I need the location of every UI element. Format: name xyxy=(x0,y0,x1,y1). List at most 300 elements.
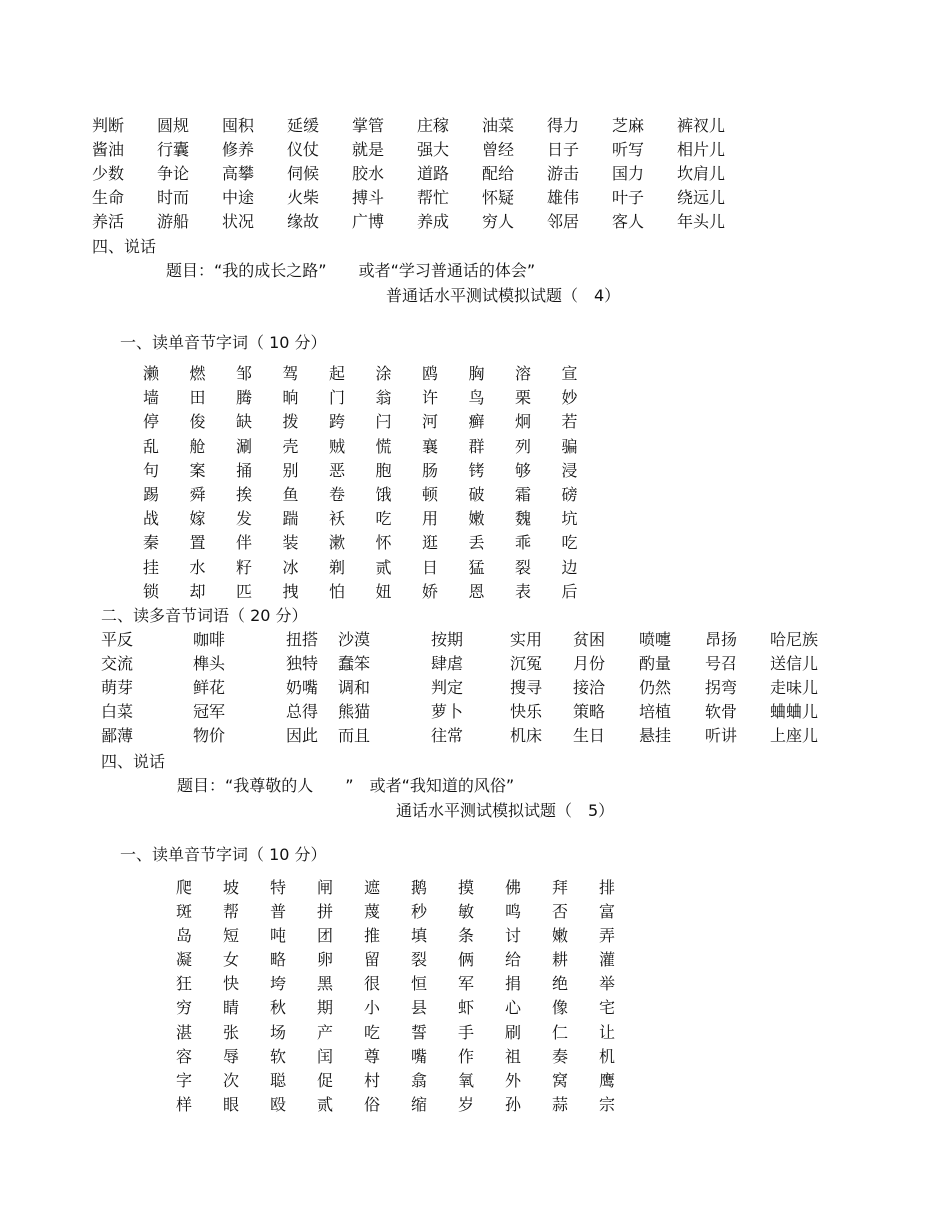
char-cell: 外 xyxy=(505,1070,522,1090)
char-row xyxy=(143,362,608,386)
word-cell: 庄稼 xyxy=(417,116,450,135)
char-cell: 岁 xyxy=(458,1094,475,1114)
word-cell: 快乐 xyxy=(510,702,543,721)
word-cell: 肆虐 xyxy=(431,654,464,673)
char-cell: 拜 xyxy=(552,878,569,897)
char-cell: 怕 xyxy=(329,581,346,601)
char-cell: 水 xyxy=(189,557,206,577)
char-cell: 像 xyxy=(552,998,569,1018)
char-cell: 袄 xyxy=(329,509,346,529)
char-cell: 县 xyxy=(411,998,428,1018)
word-cell: 沉冤 xyxy=(510,654,543,673)
char-cell: 秦 xyxy=(143,533,160,553)
char-cell: 黑 xyxy=(317,974,334,994)
char-cell: 门 xyxy=(329,388,346,408)
word-cell: 火柴 xyxy=(287,188,320,207)
word-row xyxy=(92,162,742,186)
char-cell: 妞 xyxy=(375,581,392,601)
char-cell: 句 xyxy=(143,460,160,480)
char-cell: 鸥 xyxy=(422,364,439,383)
char-cell: 贰 xyxy=(317,1094,334,1114)
char-cell: 鸟 xyxy=(468,388,485,408)
char-cell: 略 xyxy=(270,950,287,970)
word-cell: 实用 xyxy=(510,630,543,649)
char-cell: 帮 xyxy=(223,902,240,922)
word-grid-top xyxy=(92,114,742,234)
word-cell: 叶子 xyxy=(612,188,645,207)
char-cell: 缩 xyxy=(411,1094,428,1114)
char-cell: 恩 xyxy=(468,581,485,601)
word-cell: 往常 xyxy=(431,726,464,745)
char-row xyxy=(176,900,646,924)
char-cell: 秋 xyxy=(270,998,287,1018)
char-cell: 怀 xyxy=(375,533,392,553)
char-cell: 挨 xyxy=(236,484,253,504)
char-cell: 奏 xyxy=(552,1046,569,1066)
char-cell: 嫩 xyxy=(552,926,569,946)
word-cell: 生命 xyxy=(92,188,125,207)
word-cell: 蠢笨 xyxy=(338,654,371,673)
char-cell: 吃 xyxy=(364,1022,381,1042)
test-title: 通话水平测试模拟试题（ 5） xyxy=(396,801,615,820)
char-cell: 恒 xyxy=(411,974,428,994)
word-cell: 道路 xyxy=(417,164,450,183)
word-cell: 相片儿 xyxy=(677,140,726,159)
char-cell: 恶 xyxy=(329,460,346,480)
char-cell: 涮 xyxy=(236,436,253,456)
word-cell: 白菜 xyxy=(101,702,134,721)
char-cell: 翕 xyxy=(411,1070,428,1090)
word-row xyxy=(92,210,742,234)
char-cell: 籽 xyxy=(236,557,253,577)
word-cell: 广博 xyxy=(352,212,385,231)
word-cell: 邻居 xyxy=(547,212,580,231)
section-heading-speaking: 四、说话 xyxy=(92,237,157,256)
single-syllable-grid xyxy=(143,362,608,604)
char-cell: 鱼 xyxy=(282,484,299,504)
word-cell: 软骨 xyxy=(705,702,738,721)
char-cell: 够 xyxy=(515,460,532,480)
char-cell: 墙 xyxy=(143,388,160,408)
char-cell: 爬 xyxy=(176,878,193,897)
char-cell: 娇 xyxy=(422,581,439,601)
char-cell: 魏 xyxy=(515,509,532,529)
word-cell: 绕远儿 xyxy=(677,188,726,207)
char-cell: 辱 xyxy=(223,1046,240,1066)
char-cell: 卷 xyxy=(329,484,346,504)
word-cell: 贫困 xyxy=(573,630,606,649)
char-cell: 冰 xyxy=(282,557,299,577)
char-cell: 饿 xyxy=(375,484,392,504)
char-row xyxy=(143,531,608,555)
word-cell: 年头儿 xyxy=(677,212,726,231)
char-cell: 排 xyxy=(599,878,616,897)
word-row xyxy=(101,652,835,676)
char-cell: 起 xyxy=(329,364,346,383)
section-heading-speaking: 四、说话 xyxy=(101,752,166,771)
word-cell: 生日 xyxy=(573,726,606,745)
word-cell: 搜寻 xyxy=(510,678,543,697)
char-cell: 后 xyxy=(561,581,578,601)
char-cell: 燃 xyxy=(189,364,206,383)
char-cell: 翁 xyxy=(375,388,392,408)
word-cell: 少数 xyxy=(92,164,125,183)
char-cell: 铐 xyxy=(468,460,485,480)
char-cell: 次 xyxy=(223,1070,240,1090)
char-row xyxy=(143,580,608,604)
char-cell: 舱 xyxy=(189,436,206,456)
char-cell: 快 xyxy=(223,974,240,994)
word-cell: 帮忙 xyxy=(417,188,450,207)
char-cell: 作 xyxy=(458,1046,475,1066)
char-cell: 祖 xyxy=(505,1046,522,1066)
char-cell: 田 xyxy=(189,388,206,408)
char-cell: 剃 xyxy=(329,557,346,577)
char-cell: 胸 xyxy=(468,364,485,383)
word-cell: 因此 xyxy=(286,726,319,745)
char-cell: 跨 xyxy=(329,412,346,432)
word-cell: 上座儿 xyxy=(770,726,819,745)
char-cell: 闸 xyxy=(317,878,334,897)
char-cell: 裂 xyxy=(515,557,532,577)
char-cell: 挂 xyxy=(143,557,160,577)
char-cell: 坡 xyxy=(223,878,240,897)
word-cell: 喷嚏 xyxy=(639,630,672,649)
word-cell: 油菜 xyxy=(482,116,515,135)
word-cell: 判断 xyxy=(92,116,125,135)
char-row xyxy=(176,924,646,948)
char-cell: 拽 xyxy=(282,581,299,601)
char-cell: 坑 xyxy=(561,509,578,529)
word-cell: 策略 xyxy=(573,702,606,721)
char-cell: 乱 xyxy=(143,436,160,456)
char-cell: 弄 xyxy=(599,926,616,946)
char-row xyxy=(176,876,646,900)
word-cell: 酱油 xyxy=(92,140,125,159)
word-cell: 鲜花 xyxy=(193,678,226,697)
char-cell: 嘴 xyxy=(411,1046,428,1066)
char-cell: 日 xyxy=(422,557,439,577)
char-cell: 条 xyxy=(458,926,475,946)
word-cell: 物价 xyxy=(193,726,226,745)
char-cell: 锁 xyxy=(143,581,160,601)
char-cell: 表 xyxy=(515,581,532,601)
char-row xyxy=(143,435,608,459)
char-cell: 顿 xyxy=(422,484,439,504)
char-cell: 软 xyxy=(270,1046,287,1066)
char-cell: 岛 xyxy=(176,926,193,946)
char-cell: 战 xyxy=(143,509,160,529)
word-cell: 囤积 xyxy=(222,116,255,135)
word-row xyxy=(101,700,835,724)
char-cell: 氧 xyxy=(458,1070,475,1090)
char-cell: 容 xyxy=(176,1046,193,1066)
char-cell: 垮 xyxy=(270,974,287,994)
word-cell: 榫头 xyxy=(193,654,226,673)
char-cell: 邹 xyxy=(236,364,253,383)
word-cell: 争论 xyxy=(157,164,190,183)
word-cell: 号召 xyxy=(705,654,738,673)
char-cell: 讨 xyxy=(505,926,522,946)
char-cell: 驾 xyxy=(282,364,299,383)
char-cell: 宗 xyxy=(599,1094,616,1114)
char-cell: 许 xyxy=(422,388,439,408)
word-cell: 就是 xyxy=(352,140,385,159)
word-row xyxy=(101,724,835,748)
char-cell: 村 xyxy=(364,1070,381,1090)
char-cell: 贰 xyxy=(375,557,392,577)
char-cell: 尊 xyxy=(364,1046,381,1066)
word-row xyxy=(101,676,835,700)
char-cell: 俩 xyxy=(458,950,475,970)
char-cell: 霜 xyxy=(515,484,532,504)
char-cell: 凝 xyxy=(176,950,193,970)
speaking-topic: 题目：“我尊敬的人 ” 或者“我知道的风俗” xyxy=(177,776,515,795)
word-cell: 国力 xyxy=(612,164,645,183)
char-cell: 列 xyxy=(515,436,532,456)
word-cell: 游击 xyxy=(547,164,580,183)
char-cell: 栗 xyxy=(515,388,532,408)
char-row xyxy=(176,1045,646,1069)
word-cell: 高攀 xyxy=(222,164,255,183)
word-cell: 平反 xyxy=(101,630,134,649)
char-cell: 涂 xyxy=(375,364,392,383)
char-row xyxy=(176,948,646,972)
char-cell: 乖 xyxy=(515,533,532,553)
char-row xyxy=(176,996,646,1020)
char-cell: 闩 xyxy=(375,412,392,432)
char-cell: 女 xyxy=(223,950,240,970)
char-cell: 军 xyxy=(458,974,475,994)
char-cell: 溶 xyxy=(515,364,532,383)
char-cell: 虾 xyxy=(458,998,475,1018)
char-cell: 群 xyxy=(468,436,485,456)
word-cell: 昂扬 xyxy=(705,630,738,649)
char-cell: 张 xyxy=(223,1022,240,1042)
char-cell: 装 xyxy=(282,533,299,553)
word-cell: 鄙薄 xyxy=(101,726,134,745)
char-cell: 产 xyxy=(317,1022,334,1042)
char-cell: 很 xyxy=(364,974,381,994)
char-cell: 穷 xyxy=(176,998,193,1018)
word-cell: 缘故 xyxy=(287,212,320,231)
char-row xyxy=(143,556,608,580)
char-cell: 俗 xyxy=(364,1094,381,1114)
char-cell: 俊 xyxy=(189,412,206,432)
char-cell: 发 xyxy=(236,509,253,529)
part-heading-single-syllable: 一、读单音节字词（ 10 分） xyxy=(120,333,327,352)
char-cell: 机 xyxy=(599,1046,616,1066)
word-cell: 配给 xyxy=(482,164,515,183)
word-cell: 按期 xyxy=(431,630,464,649)
word-cell: 时而 xyxy=(157,188,190,207)
char-row xyxy=(143,410,608,434)
char-cell: 丢 xyxy=(468,533,485,553)
char-cell: 吃 xyxy=(375,509,392,529)
word-cell: 坎肩儿 xyxy=(677,164,726,183)
word-cell: 搏斗 xyxy=(352,188,385,207)
char-cell: 团 xyxy=(317,926,334,946)
char-cell: 场 xyxy=(270,1022,287,1042)
char-cell: 鸣 xyxy=(505,902,522,922)
char-row xyxy=(143,483,608,507)
word-cell: 听写 xyxy=(612,140,645,159)
char-cell: 样 xyxy=(176,1094,193,1114)
char-cell: 用 xyxy=(422,509,439,529)
word-cell: 听讲 xyxy=(705,726,738,745)
char-cell: 拼 xyxy=(317,902,334,922)
word-cell: 培植 xyxy=(639,702,672,721)
word-cell: 曾经 xyxy=(482,140,515,159)
char-cell: 遮 xyxy=(364,878,381,897)
test-title: 普通话水平测试模拟试题（ 4） xyxy=(386,286,621,305)
char-cell: 眼 xyxy=(223,1094,240,1114)
char-cell: 置 xyxy=(189,533,206,553)
word-cell: 胶水 xyxy=(352,164,385,183)
part-heading-single-syllable: 一、读单音节字词（ 10 分） xyxy=(120,845,327,864)
char-cell: 吃 xyxy=(561,533,578,553)
char-cell: 誓 xyxy=(411,1022,428,1042)
char-cell: 鹅 xyxy=(411,878,428,897)
char-cell: 短 xyxy=(223,926,240,946)
char-cell: 骗 xyxy=(561,436,578,456)
char-cell: 耕 xyxy=(552,950,569,970)
char-cell: 踢 xyxy=(143,484,160,504)
word-cell: 得力 xyxy=(547,116,580,135)
char-cell: 缺 xyxy=(236,412,253,432)
char-cell: 促 xyxy=(317,1070,334,1090)
single-syllable-grid xyxy=(176,876,646,1117)
word-cell: 熊猫 xyxy=(338,702,371,721)
char-cell: 晌 xyxy=(282,388,299,408)
char-cell: 炯 xyxy=(515,412,532,432)
char-cell: 聪 xyxy=(270,1070,287,1090)
word-cell: 哈尼族 xyxy=(770,630,819,649)
char-cell: 给 xyxy=(505,950,522,970)
word-cell: 行囊 xyxy=(157,140,190,159)
word-cell: 状况 xyxy=(222,212,255,231)
word-cell: 养活 xyxy=(92,212,125,231)
word-cell: 萌芽 xyxy=(101,678,134,697)
word-cell: 咖啡 xyxy=(193,630,226,649)
char-cell: 嫩 xyxy=(468,509,485,529)
word-cell: 裤衩儿 xyxy=(677,116,726,135)
word-cell: 接洽 xyxy=(573,678,606,697)
char-cell: 秒 xyxy=(411,902,428,922)
char-cell: 停 xyxy=(143,412,160,432)
word-row xyxy=(92,186,742,210)
word-cell: 日子 xyxy=(547,140,580,159)
char-cell: 却 xyxy=(189,581,206,601)
word-row xyxy=(92,138,742,162)
char-row xyxy=(143,386,608,410)
part-heading-multi-syllable: 二、读多音节词语（ 20 分） xyxy=(101,606,308,625)
char-cell: 敏 xyxy=(458,902,475,922)
word-cell: 冠军 xyxy=(193,702,226,721)
char-cell: 绝 xyxy=(552,974,569,994)
char-cell: 举 xyxy=(599,974,616,994)
char-cell: 濑 xyxy=(143,364,160,383)
char-cell: 刷 xyxy=(505,1022,522,1042)
word-cell: 送信儿 xyxy=(770,654,819,673)
char-cell: 逛 xyxy=(422,533,439,553)
char-cell: 伴 xyxy=(236,533,253,553)
char-cell: 捐 xyxy=(505,974,522,994)
word-cell: 交流 xyxy=(101,654,134,673)
word-row xyxy=(101,628,835,652)
char-cell: 妙 xyxy=(561,388,578,408)
word-cell: 萝卜 xyxy=(431,702,464,721)
word-cell: 奶嘴 xyxy=(286,678,319,697)
char-row xyxy=(176,1021,646,1045)
char-cell: 蒜 xyxy=(552,1094,569,1114)
char-cell: 湛 xyxy=(176,1022,193,1042)
char-cell: 手 xyxy=(458,1022,475,1042)
char-cell: 嫁 xyxy=(189,509,206,529)
word-cell: 圆规 xyxy=(157,116,190,135)
char-cell: 留 xyxy=(364,950,381,970)
word-cell: 穷人 xyxy=(482,212,515,231)
word-cell: 调和 xyxy=(338,678,371,697)
char-cell: 边 xyxy=(561,557,578,577)
word-cell: 中途 xyxy=(222,188,255,207)
char-cell: 让 xyxy=(599,1022,616,1042)
char-cell: 贼 xyxy=(329,436,346,456)
char-cell: 殴 xyxy=(270,1094,287,1114)
char-cell: 孙 xyxy=(505,1094,522,1114)
char-cell: 慌 xyxy=(375,436,392,456)
char-cell: 富 xyxy=(599,902,616,922)
char-row xyxy=(176,1093,646,1117)
word-cell: 修养 xyxy=(222,140,255,159)
word-cell: 悬挂 xyxy=(639,726,672,745)
word-cell: 蛐蛐儿 xyxy=(770,702,819,721)
word-cell: 伺候 xyxy=(287,164,320,183)
char-cell: 吨 xyxy=(270,926,287,946)
word-cell: 拐弯 xyxy=(705,678,738,697)
char-row xyxy=(176,972,646,996)
word-cell: 走味儿 xyxy=(770,678,819,697)
char-row xyxy=(176,1069,646,1093)
char-cell: 心 xyxy=(505,998,522,1018)
char-cell: 胞 xyxy=(375,460,392,480)
word-cell: 酌量 xyxy=(639,654,672,673)
char-cell: 填 xyxy=(411,926,428,946)
word-cell: 掌管 xyxy=(352,116,385,135)
char-cell: 期 xyxy=(317,998,334,1018)
char-cell: 宣 xyxy=(561,364,578,383)
word-cell: 强大 xyxy=(417,140,450,159)
char-cell: 破 xyxy=(468,484,485,504)
word-cell: 扭搭 xyxy=(286,630,319,649)
char-cell: 字 xyxy=(176,1070,193,1090)
char-cell: 磅 xyxy=(561,484,578,504)
word-cell: 仪仗 xyxy=(287,140,320,159)
char-cell: 漱 xyxy=(329,533,346,553)
char-cell: 腾 xyxy=(236,388,253,408)
char-cell: 斑 xyxy=(176,902,193,922)
char-cell: 匹 xyxy=(236,581,253,601)
word-cell: 总得 xyxy=(286,702,319,721)
char-cell: 肠 xyxy=(422,460,439,480)
word-cell: 机床 xyxy=(510,726,543,745)
char-cell: 睛 xyxy=(223,998,240,1018)
multi-syllable-grid xyxy=(101,628,835,748)
char-cell: 壳 xyxy=(282,436,299,456)
char-cell: 闰 xyxy=(317,1046,334,1066)
char-cell: 狂 xyxy=(176,974,193,994)
char-cell: 仁 xyxy=(552,1022,569,1042)
